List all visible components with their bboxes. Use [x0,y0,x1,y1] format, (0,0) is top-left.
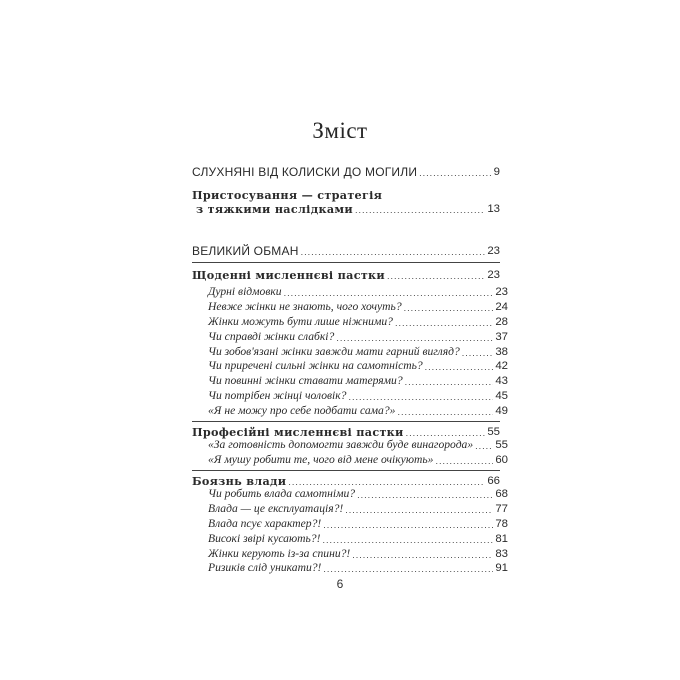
page-ref: 55 [495,439,508,451]
item-title: Невже жінки не знають, чого хочуть? [208,300,402,313]
toc-item[interactable] [200,283,508,299]
item-title: Чи зобов'язані жінки завжди мати гарний вигляд? [208,345,460,358]
item-title: Високі звірі кусають?! [208,532,321,545]
leader-dots [355,204,485,216]
item-title: «Я не можу про себе подбати сама?» [208,404,396,417]
page-ref: 91 [495,562,508,574]
toc-item[interactable] [200,372,508,388]
part-title: СЛУХНЯНІ ВІД КОЛИСКИ ДО МОГИЛИ [192,165,418,179]
section-title-line-1: Пристосування — стратегія [192,188,383,202]
item-title: Чи повинні жінки ставати матерями? [208,374,403,387]
part-title: ВЕЛИКИЙ ОБМАН [192,244,299,258]
toc-item[interactable] [200,298,508,314]
page-ref: 42 [495,360,508,372]
page-ref: 9 [493,166,500,178]
page-ref: 23 [487,245,500,257]
page-ref: 77 [495,503,508,515]
toc-item[interactable] [200,500,508,516]
section-title-line-2: з тяжкими наслідками [196,202,354,216]
page-ref: 13 [487,203,500,215]
page-ref: 23 [487,269,500,281]
item-title: Чи потрібен жінці чоловік? [208,389,347,402]
toc-section-adaptation[interactable] [192,200,500,216]
item-title: Влада — це експлуатація?! [208,502,344,515]
leader-dots [419,167,492,179]
toc-item[interactable] [200,559,508,575]
section-divider [192,470,500,471]
toc-item[interactable] [200,328,508,344]
page-ref: 37 [495,331,508,343]
page-ref: 38 [495,346,508,358]
page-ref: 68 [495,488,508,500]
item-title: Ризиків слід уникати?! [208,561,322,574]
toc-item[interactable] [200,436,508,452]
page-ref: 78 [495,518,508,530]
page-ref: 66 [487,475,500,487]
item-title: Дурні відмовки [208,285,282,298]
toc-item[interactable] [200,387,508,403]
page-ref: 43 [495,375,508,387]
page-ref: 24 [495,301,508,313]
section-title: Професійні мисленнєві пастки [192,425,404,439]
page-ref: 55 [487,426,500,438]
toc-item[interactable] [200,451,508,467]
item-title: Чи робить влада самотніми? [208,487,356,500]
page-ref: 23 [495,286,508,298]
toc-item[interactable] [200,515,508,531]
toc-title: Зміст [312,118,368,143]
toc-section[interactable] [192,266,500,282]
item-title: Чи приречені сильні жінки на самотність? [208,359,423,372]
page-ref: 45 [495,390,508,402]
page-number: 6 [336,577,344,591]
leader-dots [387,270,485,282]
toc-item[interactable] [200,485,508,501]
item-title: «Я мушу робити те, чого від мене очікують» [208,453,434,466]
item-title: Жінки керують із-за спини?! [208,547,351,560]
page-ref: 81 [495,533,508,545]
page-ref: 60 [495,454,508,466]
leader-dots [397,406,493,418]
toc-part-2[interactable] [192,242,500,258]
toc-item[interactable] [200,402,508,418]
item-title: «За готовність допомогти завжди буде винагорода» [208,438,474,451]
item-title: Жінки можуть бути лише ніжними? [208,315,393,328]
toc-item[interactable] [200,357,508,373]
section-divider [192,421,500,422]
leader-dots [323,563,493,575]
section-divider [192,262,500,263]
page-ref: 49 [495,405,508,417]
section-title: Щоденні мисленнєві пастки [192,268,386,282]
page-ref: 83 [495,548,508,560]
leader-dots [301,246,486,258]
item-title: Влада псує характер?! [208,517,322,530]
item-title: Чи справді жінки слабкі? [208,330,335,343]
page-ref: 28 [495,316,508,328]
toc-part-1[interactable] [192,163,500,179]
toc-item[interactable] [200,530,508,546]
leader-dots [435,455,493,467]
section-title: Боязнь влади [192,474,287,488]
toc-item[interactable] [200,313,508,329]
